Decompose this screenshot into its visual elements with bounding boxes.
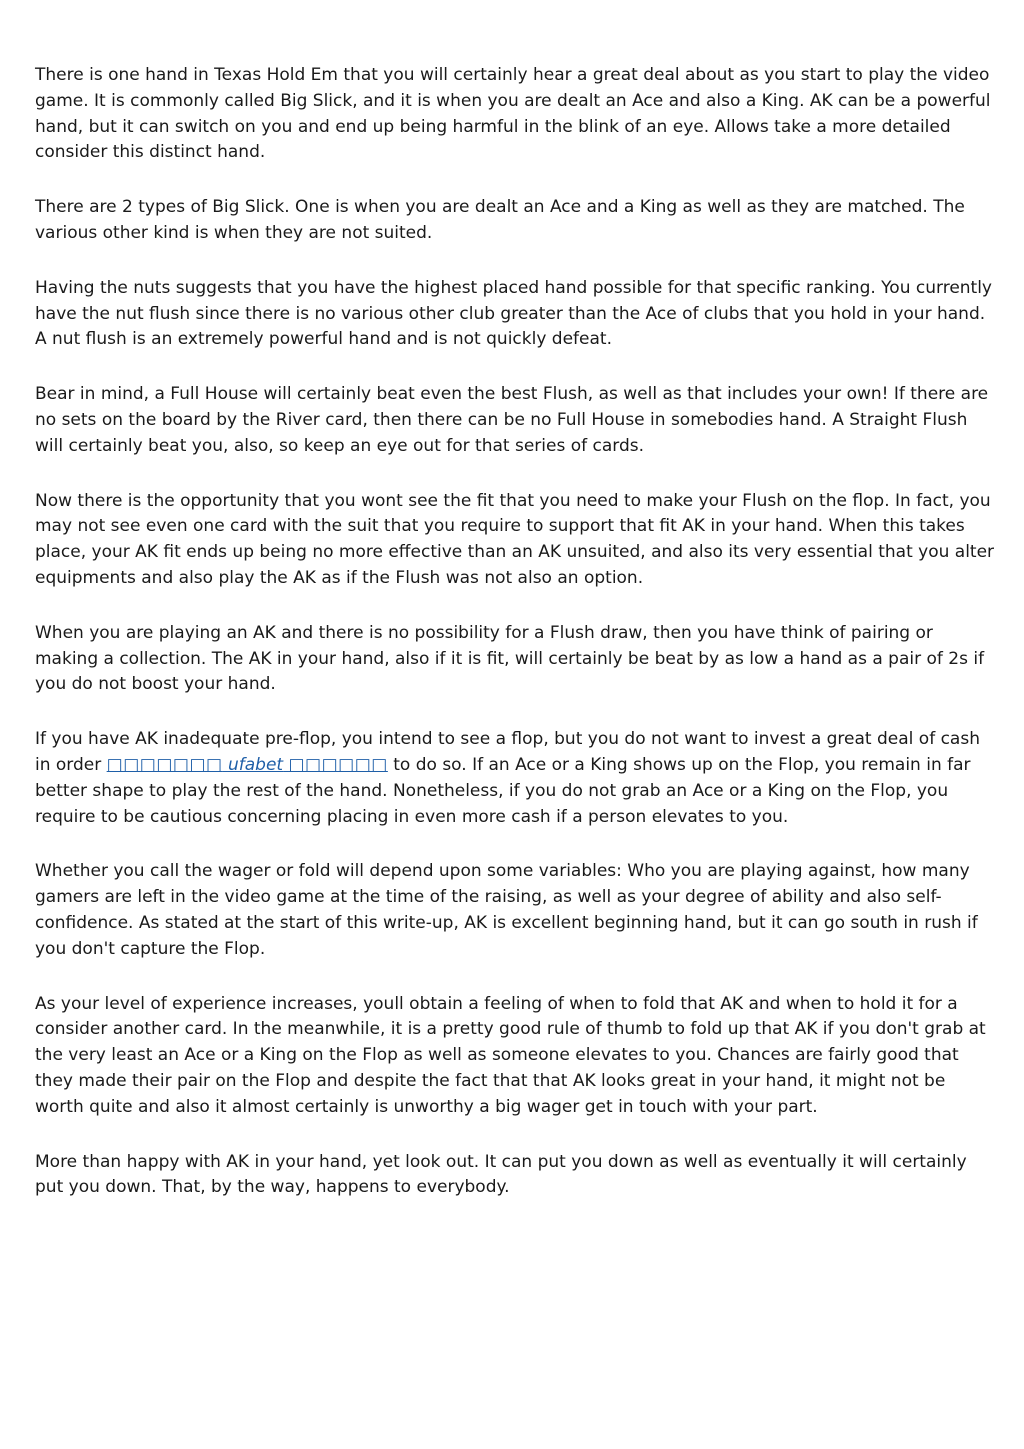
- paragraph-4: Bear in mind, a Full House will certainly beat even the best Flush, as well as that includes your own! If there are no sets on the board by the River card, then there can be no Full House in somebodies hand. A Straight Flush will certainly beat you, also, so keep an eye out for that series of cards.: [35, 384, 989, 456]
- paragraph-9: As your level of experience increases, youll obtain a feeling of when to fold that AK and when to hold it for a consider another card. In the meanwhile, it is a pretty good rule of thumb to fold up that AK if you don't grab at the very least an Ace or a King on the Flop as well as someone elevates to you. Chances are fairly good that they made their pair on the Flop and despite the fact that that AK looks great in your hand, it might not be worth quite and also it almost certainly is unworthy a big wager get in touch with your part.: [35, 993, 986, 1117]
- paragraph-7-before-link: If you have AK inadequate pre-flop, you intend to see a flop, but you do not want to invest a great deal of cash in order: [35, 729, 980, 775]
- paragraph-3: Having the nuts suggests that you have the highest placed hand possible for that specific ranking. You currently have the nut flush since there is no various other club greater than the Ace of clubs that you hold in your hand. A nut flush is an extremely powerful hand and is not quickly defeat.: [35, 277, 992, 350]
- paragraph-7-after-link: to do so. If an Ace or a King shows up on the Flop, you remain in far better shape to play the rest of the hand. Nonetheless, if you do not grab an Ace or a King on the Flop, you require to be cautious concerning placing in even more cash if a person elevates to you.: [35, 754, 971, 827]
- paragraph-2: There are 2 types of Big Slick. One is when you are dealt an Ace and a King as well as they are matched. The various other kind is when they are not suited.: [35, 197, 965, 243]
- link-text: ufabet: [227, 754, 284, 775]
- ufabet-link[interactable]: [107, 755, 388, 775]
- paragraph-1: There is one hand in Texas Hold Em that you will certainly hear a great deal about as you start to play the video game. It is commonly called Big Slick, and it is when you are dealt an Ace and also a King. AK can be a powerful hand, but it can switch on you and end up being harmful in the blink of an eye. Allows take a more detailed consider this distinct hand.: [35, 65, 991, 163]
- paragraph-10: More than happy with AK in your hand, yet look out. It can put you down as well as eventually it will certainly put you down. That, by the way, happens to everybody.: [35, 1151, 967, 1198]
- link-prefix-glyphs: □□□□□□□: [106, 754, 223, 775]
- paragraph-6: When you are playing an AK and there is no possibility for a Flush draw, then you have think of pairing or making a collection. The AK in your hand, also if it is fit, will certainly be beat by as low a hand as a pair of 2s if you do not boost your hand.: [35, 622, 985, 695]
- paragraph-8: Whether you call the wager or fold will depend upon some variables: Who you are playing against, how many gamers are left in the video game at the time of the raising, as well as your degree of ability and also self-confidence. As stated at the start of this write-up, AK is excellent beginning hand, but it can go south in rush if you don't capture the Flop.: [35, 861, 978, 959]
- paragraph-7-with-link: [35, 727, 995, 830]
- paragraph-5: Now there is the opportunity that you wont see the fit that you need to make your Flush on the flop. In fact, you may not see even one card with the suit that you require to support that fit AK in your hand. When this takes place, your AK fit ends up being no more effective than an AK unsuited, and also its very essential that you alter equipments and also play the AK as if the Flush was not also an option.: [35, 490, 995, 588]
- document-page: [35, 63, 995, 1230]
- link-suffix-glyphs: □□□□□□: [288, 754, 388, 775]
